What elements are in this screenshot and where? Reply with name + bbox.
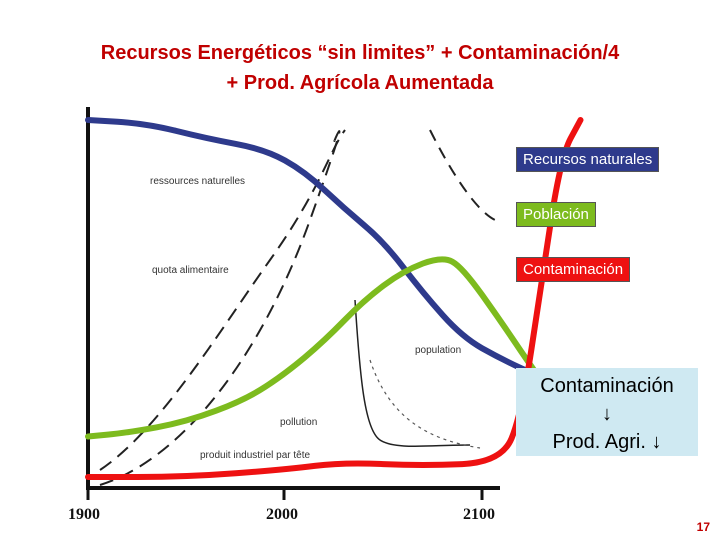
x-tick-label: 2000 — [266, 506, 298, 523]
effect-line-2 — [516, 428, 698, 456]
legend-item-resources: Recursos naturales — [516, 147, 659, 172]
title-line-2: + Prod. Agrícola Aumentada — [226, 72, 494, 94]
scan-label-industrial: produit industriel par tête — [200, 450, 311, 461]
legend-item-pollution: Contaminación — [516, 257, 630, 282]
effect-line-1: Contaminación — [540, 375, 674, 397]
scan-label-food: quota alimentaire — [152, 265, 229, 276]
effect-line-2-text: Prod. Agri. — [552, 431, 646, 453]
scan-label-pollution: pollution — [280, 417, 318, 428]
down-arrow-icon: ↓ — [602, 403, 612, 425]
scan-label-population: population — [415, 345, 462, 356]
scan-label-resources: ressources naturelles — [150, 176, 246, 187]
title-line-1: Recursos Energéticos “sin limites” + Contaminación/4 — [100, 42, 620, 64]
effect-annotation-box — [516, 368, 698, 456]
page-number: 17 — [696, 520, 710, 534]
x-tick-label: 2100 — [463, 506, 495, 523]
legend-item-population: Población — [516, 202, 596, 227]
x-tick-label: 1900 — [68, 506, 100, 523]
down-arrow-icon: ↓ — [651, 431, 662, 453]
